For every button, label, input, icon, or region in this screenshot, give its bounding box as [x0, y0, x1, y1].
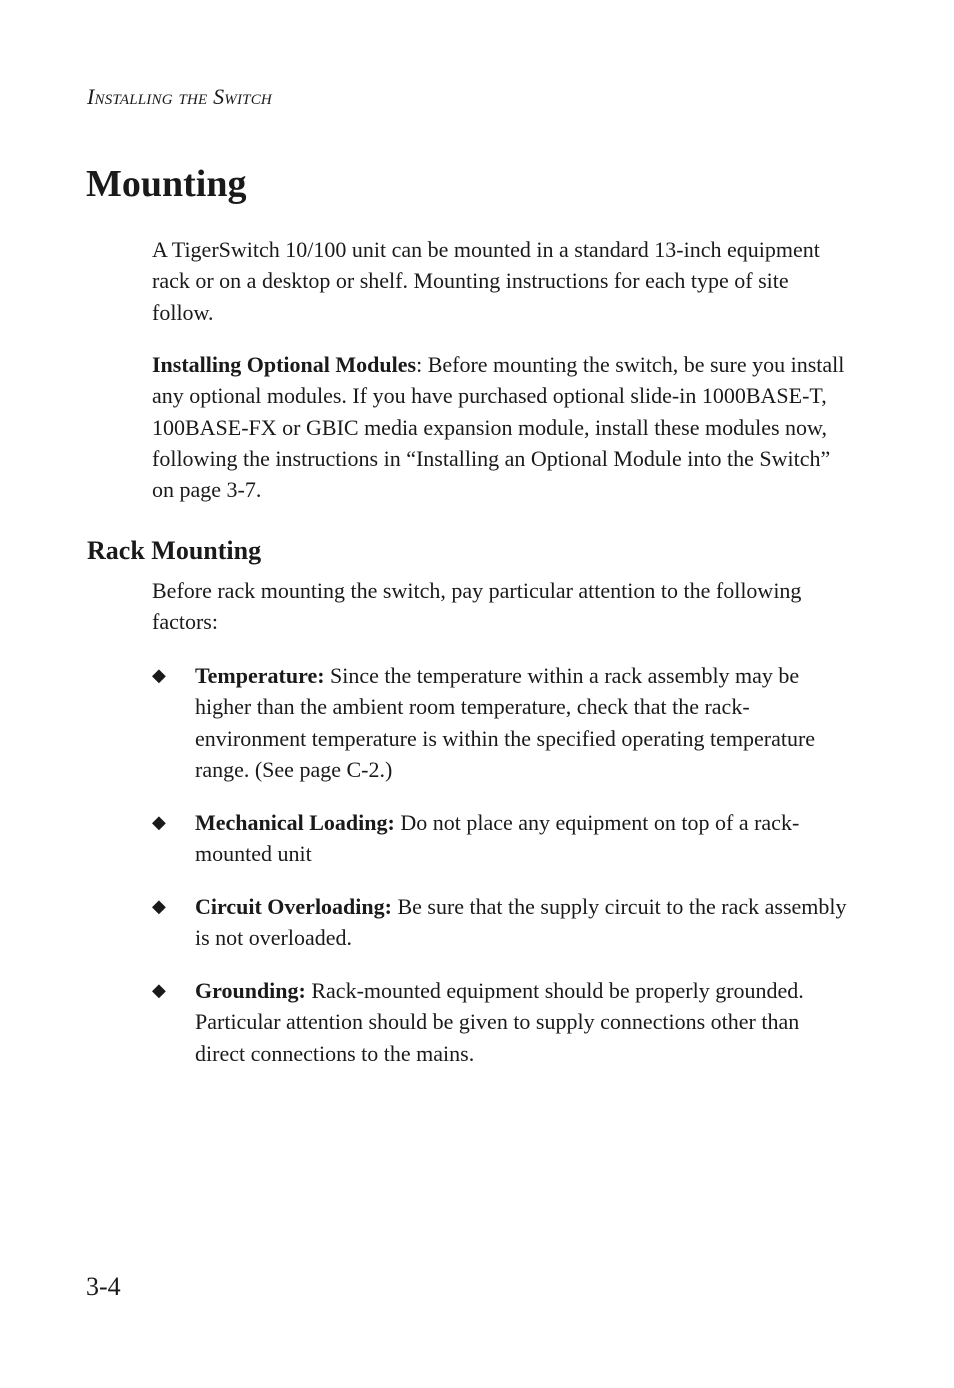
intro-paragraph: A TigerSwitch 10/100 unit can be mounted in a standard 13-inch equipment rack or on a desktop or shelf. Mounting instructions for each type of site follow.: [152, 237, 820, 325]
diamond-bullet-icon: ◆: [152, 896, 166, 917]
diamond-bullet-icon: ◆: [152, 665, 166, 686]
list-item-label: Mechanical Loading:: [195, 810, 395, 835]
list-item-text: [195, 807, 852, 870]
running-header: Installing the Switch: [87, 84, 272, 109]
list-item: [152, 975, 852, 1069]
list-item-text: [195, 660, 852, 785]
list-item: [152, 660, 852, 785]
list-item-body: Be sure that the supply circuit to the rack assembly is not overloaded.: [195, 894, 847, 951]
list-item-label: Temperature:: [195, 663, 325, 688]
optional-modules-text: : Before mounting the switch, be sure you install any optional modules. If you have purchased optional slide-in 1000BASE-T, 100BASE-FX or GBIC media expansion module, install these modules now, following the instructions in “Installing an Optional Module into the Switch” on page 3-7.: [152, 352, 845, 503]
section-heading-rack-mounting: Rack Mounting: [87, 536, 262, 565]
list-item: [152, 891, 852, 954]
diamond-bullet-icon: ◆: [152, 812, 166, 833]
page-number: 3-4: [86, 1272, 121, 1301]
diamond-bullet-icon: ◆: [152, 980, 166, 1001]
rack-intro-paragraph: Before rack mounting the switch, pay particular attention to the following factors:: [152, 578, 802, 635]
list-item: [152, 807, 852, 870]
list-item-body: Rack-mounted equipment should be properly grounded. Particular attention should be given to supply connections other than direct connections to the mains.: [195, 978, 804, 1066]
list-item-body: Do not place any equipment on top of a rack-mounted unit: [195, 810, 800, 867]
list-item-label: Grounding:: [195, 978, 306, 1003]
list-item-text: [195, 891, 852, 954]
optional-modules-label: Installing Optional Modules: [152, 352, 417, 377]
list-item-text: [195, 975, 852, 1069]
list-item-label: Circuit Overloading:: [195, 894, 392, 919]
page-title: Mounting: [86, 163, 247, 205]
list-item-body: Since the temperature within a rack assembly may be higher than the ambient room temperature, check that the rack-environment temperature is within the specified operating temperature range. (See page C-2.): [195, 663, 816, 782]
optional-modules-paragraph: [152, 349, 852, 505]
